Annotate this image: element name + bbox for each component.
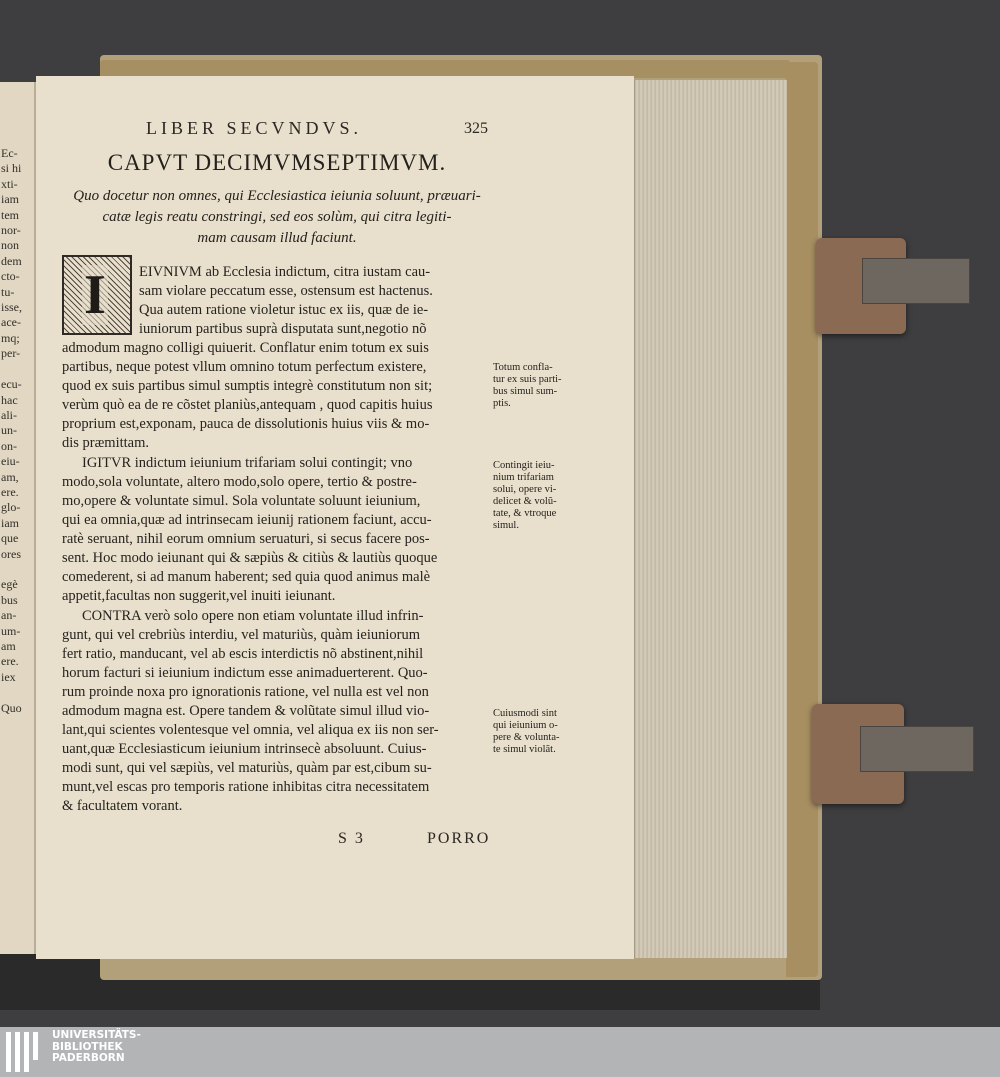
body-line: munt,vel escas pro temporis ratione inhibitas citra necessitatem (62, 779, 430, 795)
side-note-line: te simul violãt. (493, 744, 556, 755)
side-note-line: simul. (493, 520, 519, 531)
side-note-line: tur ex suis parti- (493, 374, 562, 385)
clasp-plate-top (862, 258, 970, 304)
body-line: iuniorum partibus suprà disputata sunt,negotio nõ (139, 321, 427, 337)
body-line: dis præmittam. (62, 435, 149, 451)
subtitle-line: catæ legis reatu constringi, sed eos solùm, qui citra legiti- (102, 209, 452, 225)
running-head: LIBER SECVNDVS. (146, 118, 363, 138)
library-name-line: PADERBORN (52, 1052, 125, 1064)
body-line: gunt, qui vel crebriùs interdiu, vel maturiùs, quàm ieiuniorum (62, 627, 420, 643)
body-line: admodum magna est. Opere tandem & volũtate simul illud vio- (62, 703, 430, 719)
body-line: sent. Hoc modo ieiunant qui & sæpiùs & citiùs & lautiùs quoque (62, 550, 438, 566)
body-line: ratè seruant, nihil eorum omnium seruaturi, si secus facere pos- (62, 531, 430, 547)
chapter-subtitle (62, 186, 492, 249)
body-line: verùm quò ea de re cõstet planiùs,antequam , quod capitis huius (62, 397, 433, 413)
body-line: modi sunt, qui vel sæpiùs, vel maturiùs, quàm par est,cibum su- (62, 760, 432, 776)
side-note-line: Contingit ieiu- (493, 460, 555, 471)
subtitle-line: mam causam illud faciunt. (197, 230, 357, 246)
library-logo-icon (6, 1032, 48, 1072)
body-line: CONTRA verò solo opere non etiam voluntate illud infrin- (82, 608, 424, 624)
page-edges (634, 80, 787, 958)
catchword: PORRO (427, 830, 491, 847)
body-line: sam violare peccatum esse, ostensum est hactenus. (139, 283, 433, 299)
side-note-line: nium trifariam (493, 472, 554, 483)
subtitle-line: Quo docetur non omnes, qui Ecclesiastica ieiunia soluunt, præuari- (73, 188, 481, 204)
body-line: rum proinde noxa pro ignorationis ratione, vel nulla est vel non (62, 684, 429, 700)
decorated-initial (62, 255, 132, 335)
clasp-plate-bottom (860, 726, 974, 772)
body-line: quod ex suis partibus simul sumptis integrè constitutum non sit; (62, 378, 433, 394)
side-note-line: delicet & volũ- (493, 496, 557, 507)
body-line: IGITVR indictum ieiunium trifariam solui contingit; vno (82, 455, 413, 471)
body-line: EIVNIVM ab Ecclesia indictum, citra iustam cau- (139, 264, 431, 280)
side-note-line: Totum confla- (493, 362, 553, 373)
body-line: modo,sola voluntate, altero modo,solo opere, tertio & postre- (62, 474, 417, 490)
library-name-line: UNIVERSITÄTS- (52, 1029, 141, 1041)
page-number: 325 (464, 120, 488, 137)
library-name-line: BIBLIOTHEK (52, 1040, 123, 1053)
body-line: proprium est,exponam, pauca de dissolutionis huius viis & mo- (62, 416, 430, 432)
side-note-line: qui ieiunium o- (493, 720, 558, 731)
body-line: comederent, si ad manum haberent; sed quia quod animus malè (62, 569, 431, 585)
left-page-edge (0, 82, 36, 954)
body-line: qui ea omnia,quæ ad intrinsecam ieiunij rationem faciunt, accu- (62, 512, 432, 528)
initial-letter: I (84, 264, 106, 326)
body-line: admodum magno colligi quiuerit. Conflatur enim totum ex suis (62, 340, 429, 356)
body-line: fert ratio, manducant, vel ab escis interdictis nõ abstinent,nihil (62, 646, 424, 662)
left-page-fragments: Ec- si hi xti- iam tem nor- non dem cto- tu- isse, ace- mq; per- ecu- hac ali- un- on- eiu- am, ere. glo- iam que ores egè bus an- um- am ere. iex Quo (1, 146, 22, 715)
body-line: mo,opere & voluntate simul. Sola voluntate soluunt ieiunium, (62, 493, 421, 509)
body-line: horum facturi si ieiunium indictum esse animaduerterent. Quo- (62, 665, 428, 681)
side-note-line: pere & volunta- (493, 732, 560, 743)
side-note-line: tate, & vtroque (493, 508, 557, 519)
chapter-title: CAPVT DECIMVMSEPTIMVM. (107, 150, 447, 175)
library-name (52, 1030, 141, 1065)
side-note-line: ptis. (493, 398, 511, 409)
signature-mark: S 3 (338, 830, 365, 847)
side-note-line: Cuiusmodi sint (493, 708, 557, 719)
body-line: appetit,facultas non suggerit,vel inuiti ieiunant. (62, 588, 336, 604)
side-note-line: solui, opere vi- (493, 484, 557, 495)
body-line: Qua autem ratione violetur istuc ex iis, quæ de ie- (139, 302, 429, 318)
book-cover-edge (786, 62, 818, 977)
body-line: lant,qui scientes volentesque vel omnia, vel aliqua ex iis non ser- (62, 722, 439, 738)
body-line: uant,quæ Ecclesiasticum ieiunium intrinsecè absoluunt. Cuius- (62, 741, 427, 757)
body-line: & facultatem vorant. (62, 798, 183, 814)
side-note-line: bus simul sum- (493, 386, 558, 397)
library-footer-bar (0, 1027, 1000, 1077)
body-line: partibus, neque potest vllum omnino totum perfectum existere, (62, 359, 427, 375)
